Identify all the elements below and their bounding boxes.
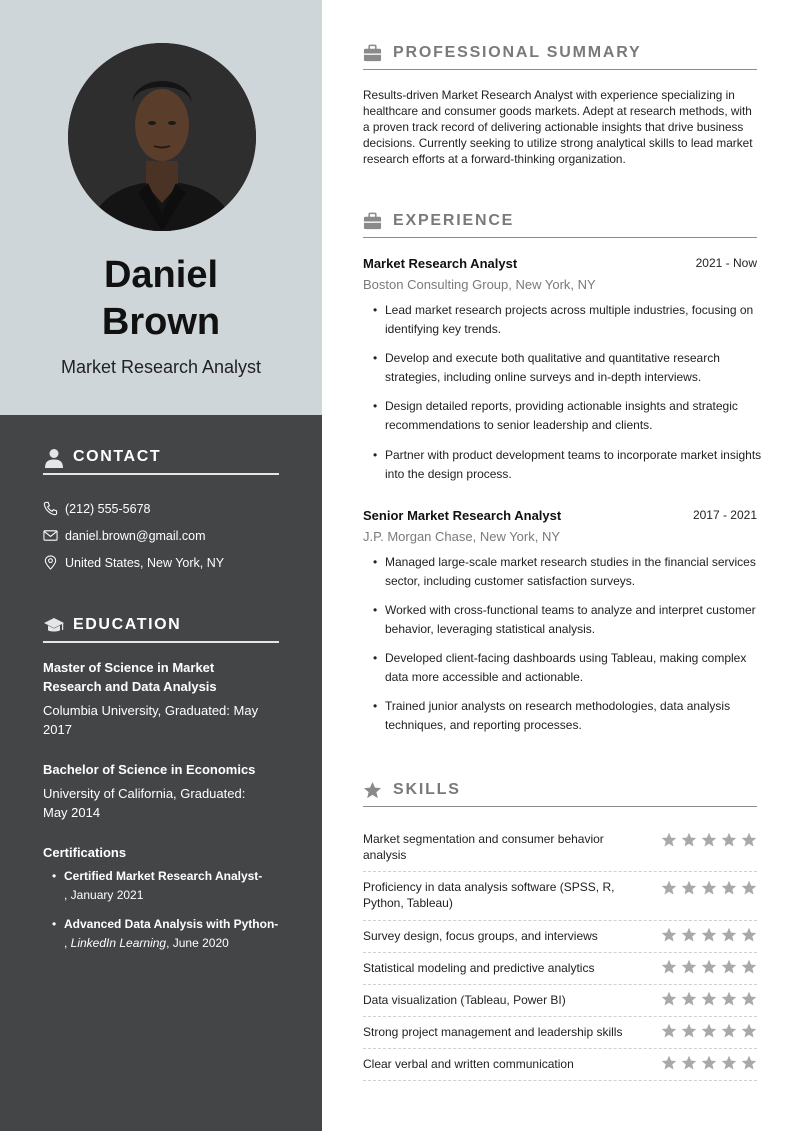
rating-star-icon [681,927,697,943]
rating-star-icon [741,880,757,896]
skill-name: Market segmentation and consumer behavior analysis [363,832,604,862]
skill-row [363,829,757,872]
bullet-dot: • [52,869,57,883]
education-section-header [43,615,279,643]
first-name: Daniel [103,254,219,296]
rating-star-icon [701,880,717,896]
job-bullet: • Develop and execute both qualitative and quantitative research strategies, including online surveys and in-depth interviews. [385,349,770,387]
job-role: Senior Market Research Analyst [363,508,562,523]
rating-star-icon [701,959,717,975]
briefcase-icon [363,212,382,231]
rating-star-icon [701,1055,717,1071]
job-bullet: • Partner with product development teams to incorporate market insights into the design process. [385,446,770,484]
rating-star-icon [681,1055,697,1071]
experience-section-header [363,212,757,238]
skill-rating [661,1055,757,1071]
education-school-1 [43,701,288,739]
rating-star-icon [741,1023,757,1039]
school-line: May 2014 [43,805,101,820]
skill-row [363,926,757,953]
job-bullet: • Worked with cross-functional teams to analyze and interpret customer behavior, leveraging statistical analysis. [385,601,770,639]
certification-name: Advanced Data Analysis with Python- [64,917,279,931]
rating-star-icon [701,1023,717,1039]
certification-item [54,915,299,953]
experience-heading: EXPERIENCE [393,212,515,229]
job-bullet: • Lead market research projects across multiple industries, focusing on identifying key trends. [385,301,770,339]
profile-header [0,0,322,415]
skill-rating [661,1023,757,1039]
degree-line: Master of Science in Market [43,660,215,675]
summary-section-header [363,44,757,70]
rating-star-icon [681,832,697,848]
graduation-cap-icon [43,615,65,637]
rating-star-icon [661,1023,677,1039]
summary-heading: PROFESSIONAL SUMMARY [393,44,642,61]
rating-star-icon [701,832,717,848]
rating-star-icon [681,1023,697,1039]
skill-row [363,1022,757,1049]
job-bullet: • Trained junior analysts on research methodologies, data analysis techniques, and reporting processes. [385,697,770,735]
skill-row [363,877,757,921]
bullet-dot: • [52,917,57,931]
skill-rating [661,959,757,975]
profile-photo [68,43,256,231]
rating-star-icon [741,832,757,848]
skills-heading: SKILLS [393,781,461,798]
detail-date: , June 2020 [166,936,229,950]
briefcase-icon [363,44,382,63]
email-text[interactable]: daniel.brown@gmail.com [65,528,206,543]
rating-star-icon [741,1055,757,1071]
certification-item [54,867,299,905]
rating-star-icon [721,832,737,848]
skill-rating [661,832,757,848]
rating-star-icon [661,959,677,975]
rating-star-icon [701,991,717,1007]
skill-name: Proficiency in data analysis software (SPSS, R, Python, Tableau) [363,880,615,910]
rating-star-icon [721,991,737,1007]
detail-issuer: LinkedIn Learning [70,936,167,950]
rating-star-icon [661,927,677,943]
rating-star-icon [681,880,697,896]
job-company: J.P. Morgan Chase, New York, NY [363,529,561,544]
candidate-name [0,252,322,346]
rating-star-icon [661,991,677,1007]
education-school-2 [43,784,288,822]
skill-row [363,990,757,1017]
rating-star-icon [721,1023,737,1039]
degree-line: Bachelor of Science in Economics [43,762,256,777]
skill-row [363,958,757,985]
job-bullet: • Developed client-facing dashboards using Tableau, making complex data more accessible and actionable. [385,649,770,687]
certification-detail: , January 2021 [64,888,144,902]
rating-star-icon [721,880,737,896]
contact-section-header [43,447,279,475]
rating-star-icon [721,927,737,943]
skill-name: Data visualization (Tableau, Power BI) [363,993,566,1007]
map-pin-icon [43,555,58,570]
last-name: Brown [101,301,221,343]
job-role: Market Research Analyst [363,256,518,271]
rating-star-icon [741,991,757,1007]
location-text: United States, New York, NY [65,555,225,570]
phone-text[interactable]: (212) 555-5678 [65,501,151,516]
skills-section-header [363,781,757,807]
certification-name: Certified Market Research Analyst- [64,869,263,883]
contact-heading: CONTACT [73,448,162,465]
certification-detail [54,934,299,953]
skill-name: Survey design, focus groups, and interviews [363,929,598,943]
skill-row [363,1054,757,1081]
rating-star-icon [681,991,697,1007]
rating-star-icon [661,1055,677,1071]
job-dates: 2017 - 2021 [692,508,757,522]
certifications-heading: Certifications [43,845,127,860]
skill-name: Strong project management and leadership skills [363,1025,623,1039]
candidate-title: Market Research Analyst [60,357,262,377]
rating-star-icon [741,927,757,943]
detail-prefix: , [64,936,71,950]
rating-star-icon [661,880,677,896]
job-bullet: • Managed large-scale market research studies in the financial services sector, including customer satisfaction surveys. [385,553,770,591]
job-bullet: • Design detailed reports, providing actionable insights and strategic recommendations to senior leadership and clients. [385,397,770,435]
phone-icon [43,501,58,516]
contact-phone [43,501,150,516]
skill-rating [661,927,757,943]
skill-name: Statistical modeling and predictive analytics [363,961,595,975]
education-degree-1 [43,658,288,696]
rating-star-icon [741,959,757,975]
contact-location [43,555,224,570]
skill-rating [661,991,757,1007]
degree-line: Research and Data Analysis [43,679,217,694]
rating-star-icon [681,959,697,975]
school-line: University of California, Graduated: [43,786,246,801]
rating-star-icon [721,1055,737,1071]
summary-text: Results-driven Market Research Analyst with experience specializing in healthcare and consumer goods markets. Adept at research methods, with a proven track record of delivering actionable insights that drive business decisions. Currently seeking to utilize strong analytical skills to lead market research efforts at a forward-thinking organization. [363,88,753,166]
education-degree-2 [43,760,288,779]
skill-name: Clear verbal and written communication [363,1057,574,1071]
person-icon [43,447,65,469]
skill-rating [661,880,757,896]
rating-star-icon [701,927,717,943]
school-line: 2017 [43,722,72,737]
school-line: Columbia University, Graduated: May [43,703,259,718]
sidebar [0,0,322,1131]
job-dates: 2021 - Now [695,256,757,270]
rating-star-icon [721,959,737,975]
contact-email [43,528,206,543]
education-heading: EDUCATION [73,616,182,633]
rating-star-icon [661,832,677,848]
job-company: Boston Consulting Group, New York, NY [363,277,596,292]
star-icon [363,781,382,800]
envelope-icon [43,528,58,543]
